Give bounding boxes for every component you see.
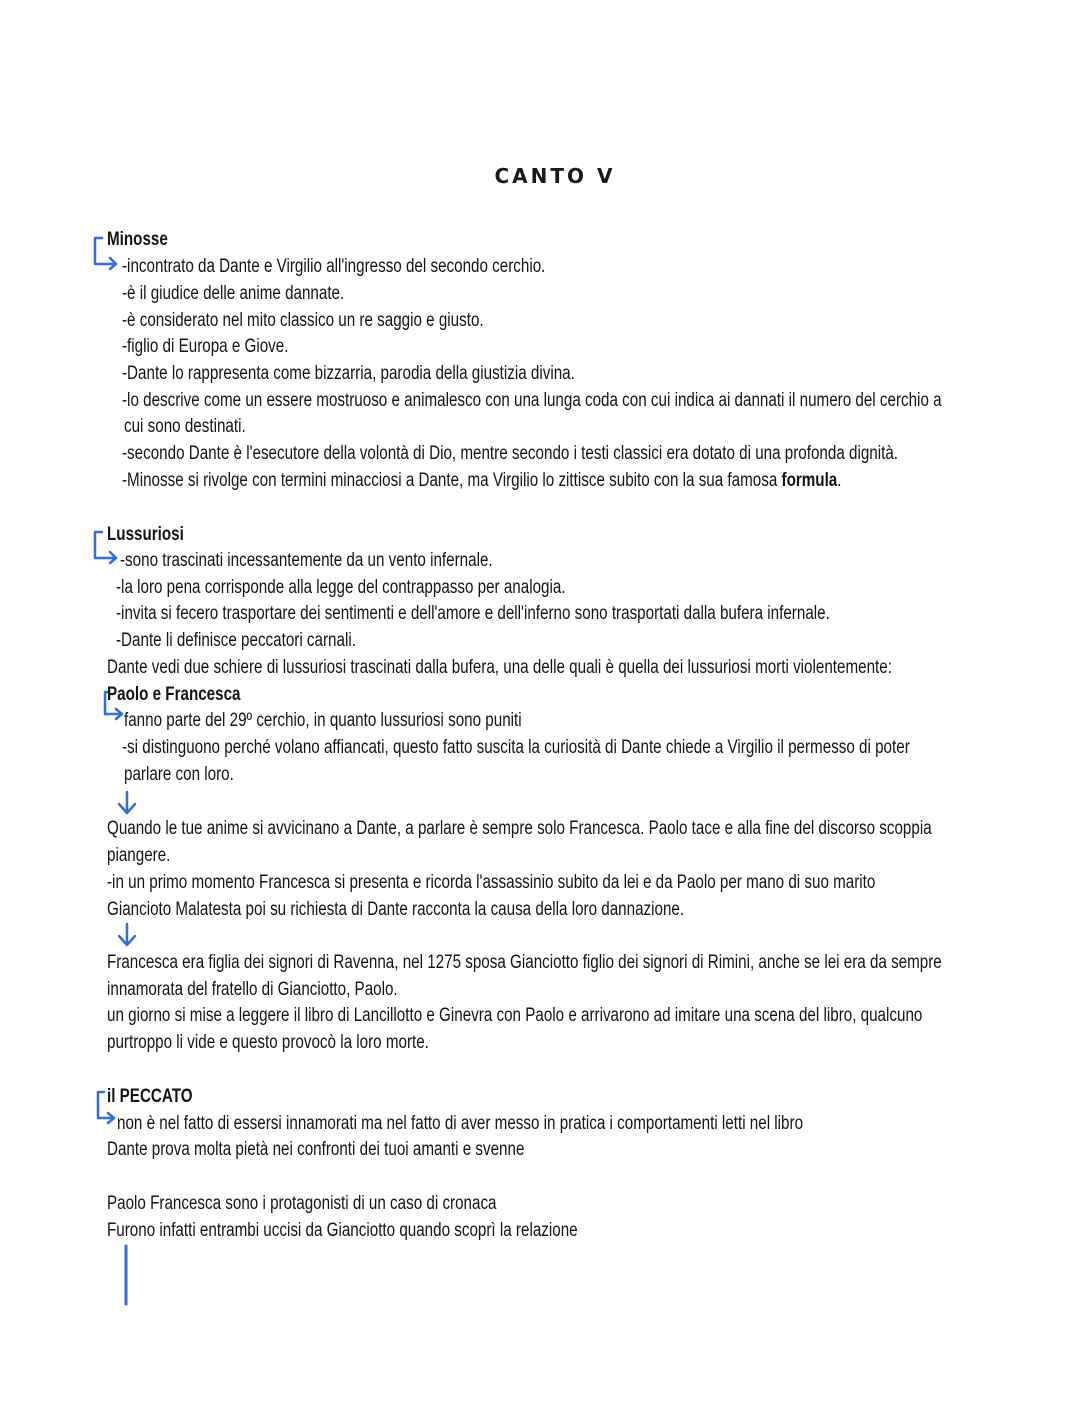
peccato-line: non è nel fatto di essersi innamorati ma nel fatto di aver messo in pratica i comportamenti letti nel libro (117, 1113, 804, 1134)
minosse-line: -incontrato da Dante e Virgilio all'ingresso del secondo cerchio. (122, 256, 546, 277)
down-arrow-icon (116, 790, 138, 818)
formula-keyword: formula (781, 470, 838, 491)
section-heading-lussuriosi: Lussuriosi (107, 524, 184, 545)
minosse-line-end: . (837, 470, 842, 491)
paolo-line: fanno parte del 29º cerchio, in quanto lussuriosi sono puniti (124, 710, 522, 731)
down-arrow-icon (116, 922, 138, 950)
paragraph-line: Quando le tue anime si avvicinano a Dante, a parlare è sempre solo Francesca. Paolo tace e alla fine del discorso scoppia (107, 818, 932, 839)
cronaca-line: Furono infatti entrambi uccisi da Gianciotto quando scoprì la relazione (107, 1220, 578, 1241)
minosse-line: -è considerato nel mito classico un re saggio e giusto. (122, 310, 484, 331)
minosse-line-text: -Minosse si rivolge con termini minacciosi a Dante, ma Virgilio lo zittisce subito con la sua famosa (122, 470, 782, 491)
page-title: CANTO V (494, 164, 616, 188)
minosse-line: -lo descrive come un essere mostruoso e animalesco con una lunga coda con cui indica ai dannati il numero del cerchio a (122, 390, 942, 411)
vertical-line-mark (120, 1244, 132, 1308)
minosse-line-last (122, 468, 841, 494)
peccato-line: Dante prova molta pietà nei confronti dei tuoi amanti e svenne (107, 1139, 525, 1160)
minosse-line: cui sono destinati. (124, 416, 246, 437)
minosse-line: -secondo Dante è l'esecutore della volontà di Dio, mentre secondo i testi classici era dotato di una profonda dignità. (122, 443, 899, 464)
minosse-line: -è il giudice delle anime dannate. (122, 283, 345, 304)
section-heading-paolo-francesca: Paolo e Francesca (107, 684, 241, 705)
paragraph-line: Giancioto Malatesta poi su richiesta di Dante racconta la causa della loro dannazione. (107, 899, 685, 920)
lussuriosi-line: -invita si fecero trasportare dei sentimenti e dell'amore e dell'inferno sono trasportati dalla bufera infernale. (116, 603, 830, 624)
section-heading-peccato: il PECCATO (107, 1086, 193, 1107)
cronaca-line: Paolo Francesca sono i protagonisti di un caso di cronaca (107, 1193, 497, 1214)
paragraph-line: un giorno si mise a leggere il libro di Lancillotto e Ginevra con Paolo e arrivarono ad imitare una scena del libro, qualcuno (107, 1005, 923, 1026)
minosse-line: -figlio di Europa e Giove. (122, 336, 289, 357)
lussuriosi-line: -sono trascinati incessantemente da un vento infernale. (120, 550, 493, 571)
paragraph-line: piangere. (107, 845, 171, 866)
paragraph-line: innamorata del fratello di Gianciotto, Paolo. (107, 979, 398, 1000)
section-heading-minosse: Minosse (107, 229, 168, 250)
lussuriosi-intro: Dante vedi due schiere di lussuriosi trascinati dalla bufera, una delle quali è quella dei lussuriosi morti violentemente: (107, 657, 892, 678)
paolo-line: -si distinguono perché volano affiancati, questo fatto suscita la curiosità di Dante chiede a Virgilio il permesso di poter (122, 737, 910, 758)
minosse-line: -Dante lo rappresenta come bizzarria, parodia della giustizia divina. (122, 363, 575, 384)
lussuriosi-line: -Dante li definisce peccatori carnali. (116, 630, 356, 651)
paragraph-line: -in un primo momento Francesca si presenta e ricorda l'assassinio subito da lei e da Paolo per mano di suo marito (107, 872, 876, 893)
paragraph-line: Francesca era figlia dei signori di Ravenna, nel 1275 sposa Gianciotto figlio dei signori di Rimini, anche se lei era da sempre (107, 952, 942, 973)
paragraph-line: purtroppo li vide e questo provocò la loro morte. (107, 1032, 429, 1053)
lussuriosi-line: -la loro pena corrisponde alla legge del contrappasso per analogia. (116, 577, 566, 598)
paolo-line: parlare con loro. (124, 764, 234, 785)
